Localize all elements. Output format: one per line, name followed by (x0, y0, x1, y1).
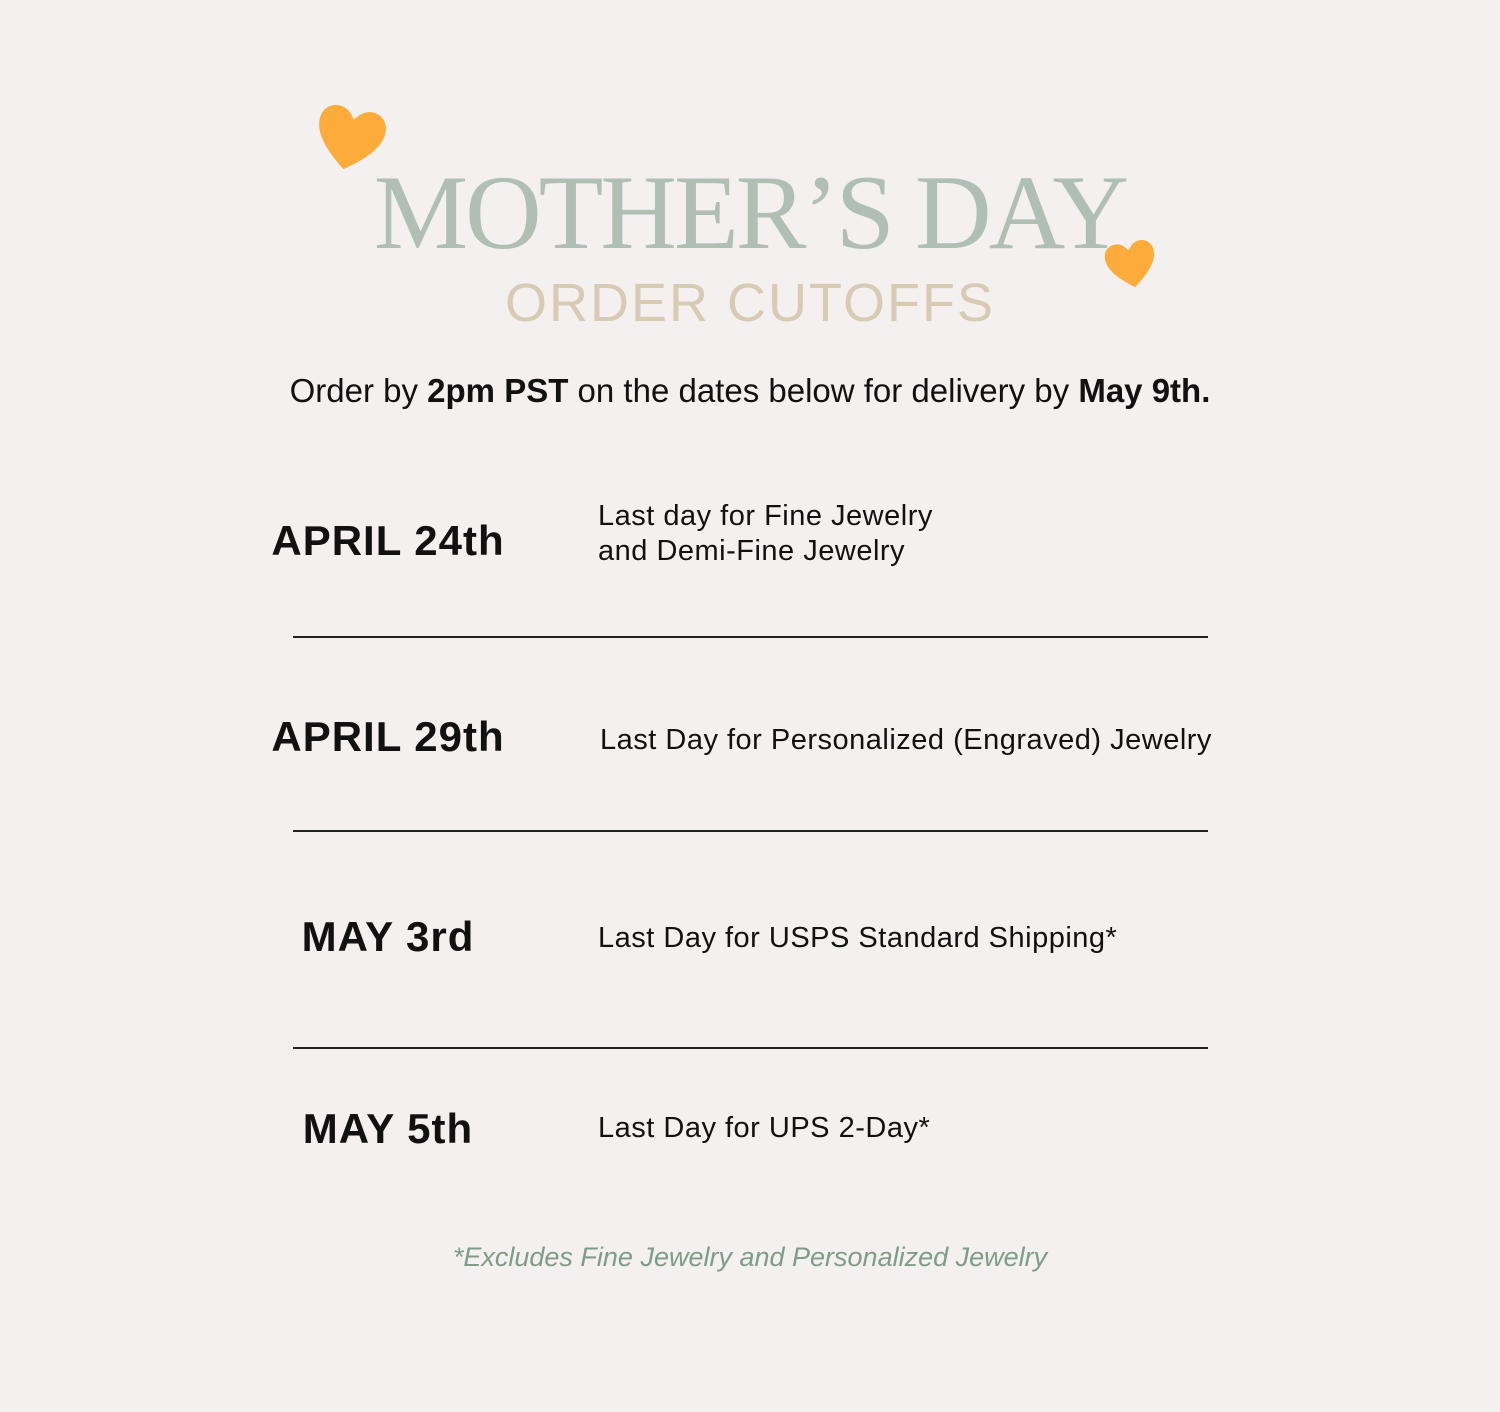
page-title: MOTHER’S DAY (373, 154, 1127, 271)
intro-text (0, 374, 1500, 407)
cutoff-description (600, 723, 1212, 758)
cutoff-description-line: Last day for Fine Jewelry (598, 500, 933, 532)
page-subtitle: ORDER CUTOFFS (504, 273, 995, 333)
cutoff-description-line: Last Day for USPS Standard Shipping* (598, 922, 1118, 954)
cutoff-description (598, 921, 1117, 956)
cutoff-date: APRIL 29th (271, 713, 505, 760)
cutoff-description (598, 1111, 930, 1146)
cutoff-time: 2pm PST (427, 372, 569, 409)
cutoff-date: APRIL 24th (271, 517, 505, 564)
cutoff-date: MAY 5th (302, 1105, 474, 1152)
divider (293, 830, 1208, 832)
divider (293, 1047, 1208, 1049)
cutoff-description-line: Last Day for Personalized (Engraved) Jewelry (600, 724, 1212, 756)
cutoff-description-line: and Demi-Fine Jewelry (598, 535, 906, 567)
intro-middle: on the dates below for delivery by (568, 372, 1079, 409)
divider (293, 636, 1208, 638)
footnote: *Excludes Fine Jewelry and Personalized Jewelry (452, 1242, 1048, 1272)
delivery-date: May 9th. (1078, 372, 1211, 409)
cutoff-description-line: Last Day for UPS 2-Day* (598, 1112, 931, 1144)
cutoff-date: MAY 3rd (301, 913, 475, 960)
cutoff-description (598, 499, 933, 569)
intro-prefix: Order by (289, 372, 428, 409)
